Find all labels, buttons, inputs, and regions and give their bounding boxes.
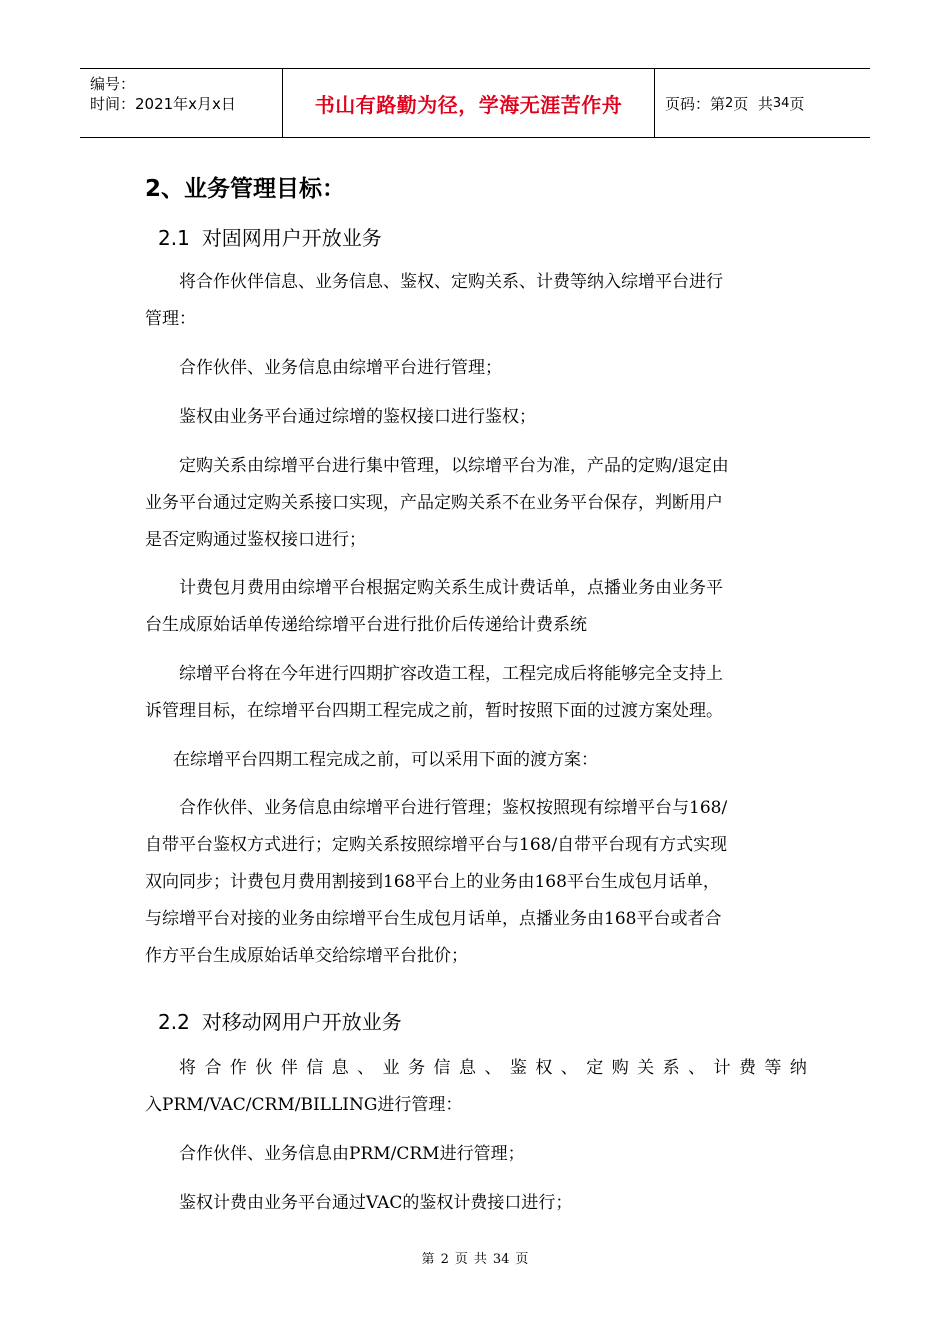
char: 伴 bbox=[280, 1058, 298, 1078]
char: 纳 bbox=[789, 1058, 807, 1078]
paragraph-line: 鉴权计费由业务平台通过VAC的鉴权计费接口进行； bbox=[179, 1193, 573, 1213]
motto-text: 书山有路勤为径，学海无涯苦作舟 bbox=[314, 92, 623, 117]
footer-page-number: 2 bbox=[440, 1252, 449, 1267]
paragraph-line: 合作伙伴、业务信息由综增平台进行管理； bbox=[179, 358, 502, 378]
char: 息 bbox=[331, 1058, 349, 1078]
footer-text: 页 bbox=[515, 1252, 529, 1267]
page-label-a: 页码：第 bbox=[665, 94, 726, 113]
char: 系 bbox=[662, 1058, 680, 1078]
paragraph-11 bbox=[145, 1185, 807, 1222]
paragraph-1 bbox=[145, 264, 807, 338]
char: 权 bbox=[535, 1058, 553, 1078]
paragraph-6 bbox=[145, 656, 807, 730]
char: 、 bbox=[357, 1058, 375, 1078]
char: 合 bbox=[204, 1058, 222, 1078]
paragraph-line: 综增平台将在今年进行四期扩容改造工程，工程完成后将能够完全支持上 bbox=[179, 664, 723, 684]
paragraph-7 bbox=[145, 742, 807, 779]
paragraph-line: 入PRM/VAC/CRM/BILLING进行管理： bbox=[145, 1095, 463, 1115]
header-table bbox=[80, 68, 870, 138]
char: 信 bbox=[433, 1058, 451, 1078]
paragraph-line: 管理： bbox=[145, 309, 196, 329]
footer-text: 页 bbox=[454, 1252, 468, 1267]
char: 鉴 bbox=[509, 1058, 527, 1078]
header-meta-cell bbox=[80, 69, 283, 137]
page-label-c: 页 bbox=[789, 94, 805, 113]
paragraph-line: 计费包月费用由综增平台根据定购关系生成计费话单，点播业务由业务平 bbox=[179, 578, 723, 598]
paragraph-line: 合作伙伴、业务信息由PRM/CRM进行管理； bbox=[179, 1144, 525, 1164]
char: 、 bbox=[560, 1058, 578, 1078]
footer-text: 第 bbox=[421, 1252, 435, 1267]
char: 关 bbox=[637, 1058, 655, 1078]
paragraph-line: 在综增平台四期工程完成之前，可以采用下面的渡方案： bbox=[173, 750, 598, 770]
subsection-number: 2.1 bbox=[158, 226, 190, 250]
paragraph-line: 鉴权由业务平台通过综增的鉴权接口进行鉴权； bbox=[179, 407, 536, 427]
paragraph-8 bbox=[145, 790, 807, 975]
paragraph-line: 合作伙伴、业务信息由综增平台进行管理；鉴权按照现有综增平台与168/ bbox=[179, 798, 728, 818]
page-number: 2 bbox=[725, 95, 734, 111]
char: 息 bbox=[458, 1058, 476, 1078]
paragraph-10 bbox=[145, 1136, 807, 1173]
subsection-text: 对固网用户开放业务 bbox=[201, 226, 382, 250]
char: 定 bbox=[586, 1058, 604, 1078]
paragraph-line: 与综增平台对接的业务由综增平台生成包月话单，点播业务由168平台或者合 bbox=[145, 909, 722, 929]
char: 务 bbox=[408, 1058, 426, 1078]
spread-line bbox=[145, 1050, 807, 1087]
paragraph-9 bbox=[145, 1050, 807, 1124]
paragraph-5 bbox=[145, 570, 807, 644]
doc-number-label: 编号： bbox=[90, 75, 136, 93]
header-page-cell bbox=[655, 69, 870, 137]
char: 作 bbox=[229, 1058, 247, 1078]
char: 、 bbox=[688, 1058, 706, 1078]
subsection-title-2-1 bbox=[158, 222, 382, 251]
page-total: 34 bbox=[772, 95, 790, 111]
header-motto-cell bbox=[283, 69, 655, 137]
paragraph-line: 诉管理目标，在综增平台四期工程完成之前，暂时按照下面的过渡方案处理。 bbox=[145, 701, 723, 721]
char: 计 bbox=[713, 1058, 731, 1078]
page-label-b: 页 共 bbox=[733, 94, 773, 113]
subsection-title-2-2 bbox=[158, 1006, 402, 1035]
doc-date-label: 时间：2021年x月x日 bbox=[90, 95, 236, 113]
char: 业 bbox=[382, 1058, 400, 1078]
paragraph-line: 自带平台鉴权方式进行；定购关系按照综增平台与168/自带平台现有方式实现 bbox=[145, 835, 728, 855]
char: 购 bbox=[611, 1058, 629, 1078]
footer-page-total: 34 bbox=[492, 1252, 510, 1267]
paragraph-line: 台生成原始话单传递给综增平台进行批价后传递给计费系统 bbox=[145, 615, 587, 635]
char: 等 bbox=[764, 1058, 782, 1078]
footer-text: 共 bbox=[473, 1252, 487, 1267]
char: 将 bbox=[179, 1058, 196, 1078]
char: 、 bbox=[484, 1058, 502, 1078]
section-title: 2、业务管理目标： bbox=[145, 176, 346, 202]
paragraph-line: 业务平台通过定购关系接口实现，产品定购关系不在业务平台保存，判断用户 bbox=[145, 493, 723, 513]
subsection-text: 对移动网用户开放业务 bbox=[201, 1010, 402, 1034]
subsection-number: 2.2 bbox=[158, 1010, 190, 1034]
paragraph-4 bbox=[145, 448, 807, 559]
paragraph-3 bbox=[145, 399, 807, 436]
paragraph-line: 将合作伙伴信息、业务信息、鉴权、定购关系、计费等纳入综增平台进行 bbox=[179, 272, 723, 292]
char: 伙 bbox=[255, 1058, 273, 1078]
char: 信 bbox=[306, 1058, 324, 1078]
paragraph-2 bbox=[145, 350, 807, 387]
paragraph-line: 双向同步；计费包月费用割接到168平台上的业务由168平台生成包月话单， bbox=[145, 872, 720, 892]
char: 费 bbox=[738, 1058, 756, 1078]
page-footer bbox=[0, 1248, 950, 1267]
paragraph-line: 定购关系由综增平台进行集中管理，以综增平台为准，产品的定购/退定由 bbox=[179, 456, 729, 476]
paragraph-line: 作方平台生成原始话单交给综增平台批价； bbox=[145, 946, 468, 966]
paragraph-line: 是否定购通过鉴权接口进行； bbox=[145, 530, 366, 550]
